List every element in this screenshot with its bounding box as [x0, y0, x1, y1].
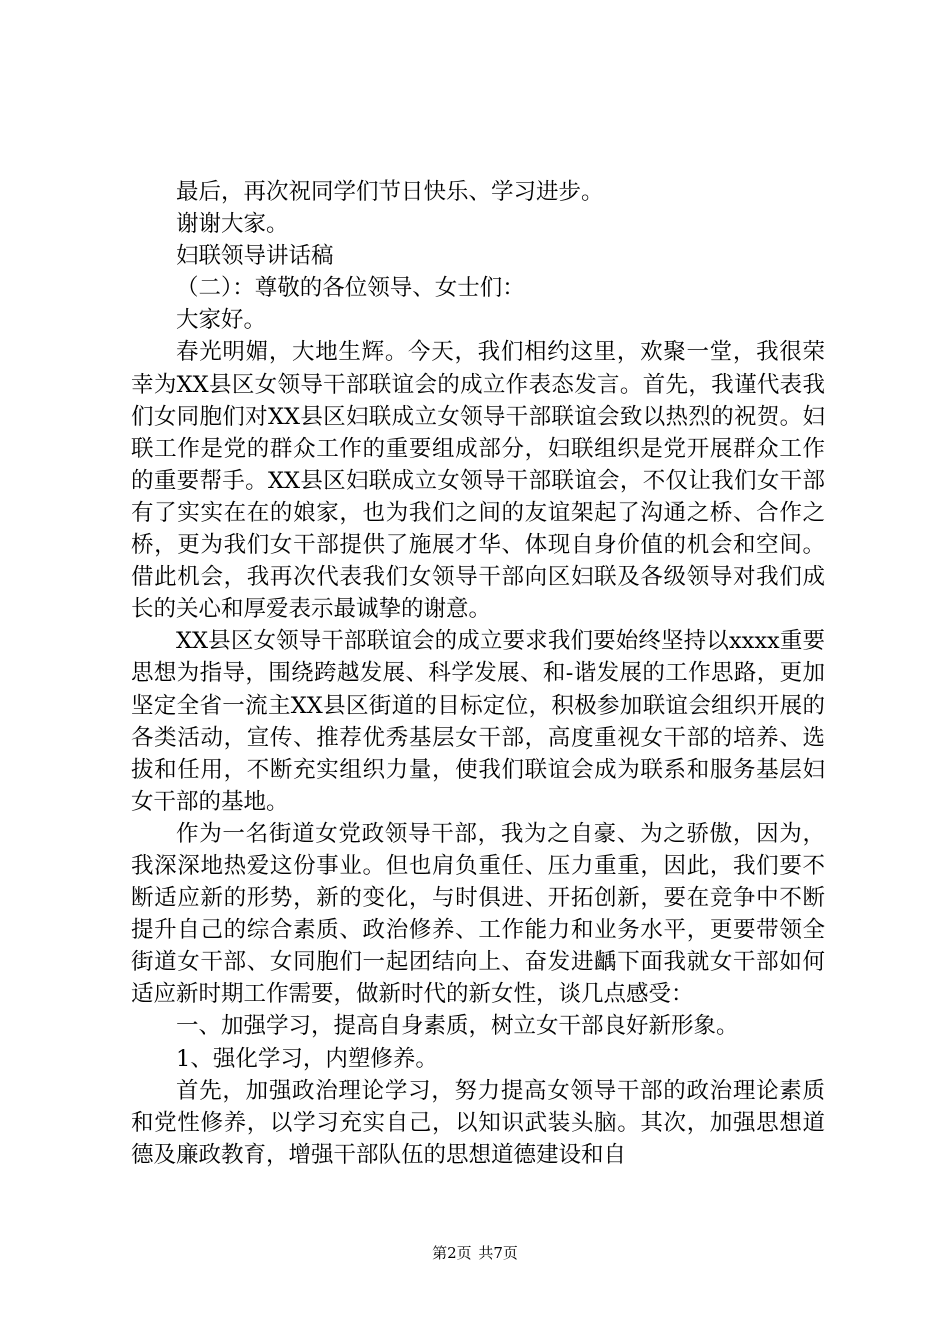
- paragraph-thanks: 谢谢大家。: [176, 211, 289, 238]
- paragraph-heading-one: 一、加强学习，提高自身素质，树立女干部良好新形象。: [176, 1013, 739, 1040]
- paragraph-responsibility: 作为一名街道女党政领导干部，我为之自豪、为之骄傲，因为，我深深地热爱这份事业。但也肩负重任、压力重重，因此，我们要不断适应新的形势，新的变化，与时俱进、开拓创新，要在竞争中不断提升自己的综合素质、政治修养、工作能力和业务水平，更要带领全街道女干部、女同胞们一起团结向上、奋发进齲下面我就女干部如何适应新时期工作需要，做新时代的新女性，谈几点感受：: [131, 820, 825, 1008]
- paragraph-greeting: 大家好。: [176, 307, 267, 334]
- paragraph-title: 妇联领导讲话稿: [176, 243, 334, 270]
- paragraph-requirements: XX县区女领导干部联谊会的成立要求我们要始终坚持以xxxx重要思想为指导，围绕跨越发展、科学发展、和-谐发展的工作思路，更加坚定全省一流主XX县区街道的目标定位，积极参加联谊会组织开展的各类活动，宣传、推荐优秀基层女干部，高度重视女干部的培养、选拔和任用，不断充实组织力量，使我们联谊会成为联系和服务基层妇女干部的基地。: [131, 628, 825, 815]
- paragraph-opening: 春光明媚，大地生辉。今天，我们相约这里，欢聚一堂，我很荣幸为XX县区女领导干部联谊会的成立作表态发言。首先，我谨代表我们女同胞们对XX县区妇联成立女领导干部联谊会致以热烈的祝贺。妇联工作是党的群众工作的重要组成部分，妇联组织是党开展群众工作的重要帮手。XX县区妇联成立女领导干部联谊会，不仅让我们女干部有了实实在在的娘家，也为我们之间的友谊架起了沟通之桥、合作之桥，更为我们女干部提供了施展才华、体现自身价值的机会和空间。借此机会，我再次代表我们女领导干部向区妇联及各级领导对我们成长的关心和厚爱表示最诚挚的谢意。: [131, 339, 825, 623]
- paragraph-subheading-one: 1、强化学习，内塑修养。: [176, 1045, 438, 1072]
- paragraph-closing-wish: 最后，再次祝同学们节日快乐、学习进步。: [176, 179, 604, 205]
- document-body: [131, 176, 825, 1171]
- paragraph-salutation: （二）：尊敬的各位领导、女士们：: [176, 275, 525, 302]
- page-total: 共7页: [478, 1244, 518, 1262]
- paragraph-study: 首先，加强政治理论学习，努力提高女领导干部的政治理论素质和党性修养，以学习充实自己，以知识武装头脑。其次，加强思想道德及廉政教育，增强干部队伍的思想道德建设和自: [131, 1077, 825, 1168]
- page-number: 第2页: [432, 1244, 472, 1262]
- page-footer: [0, 1242, 950, 1263]
